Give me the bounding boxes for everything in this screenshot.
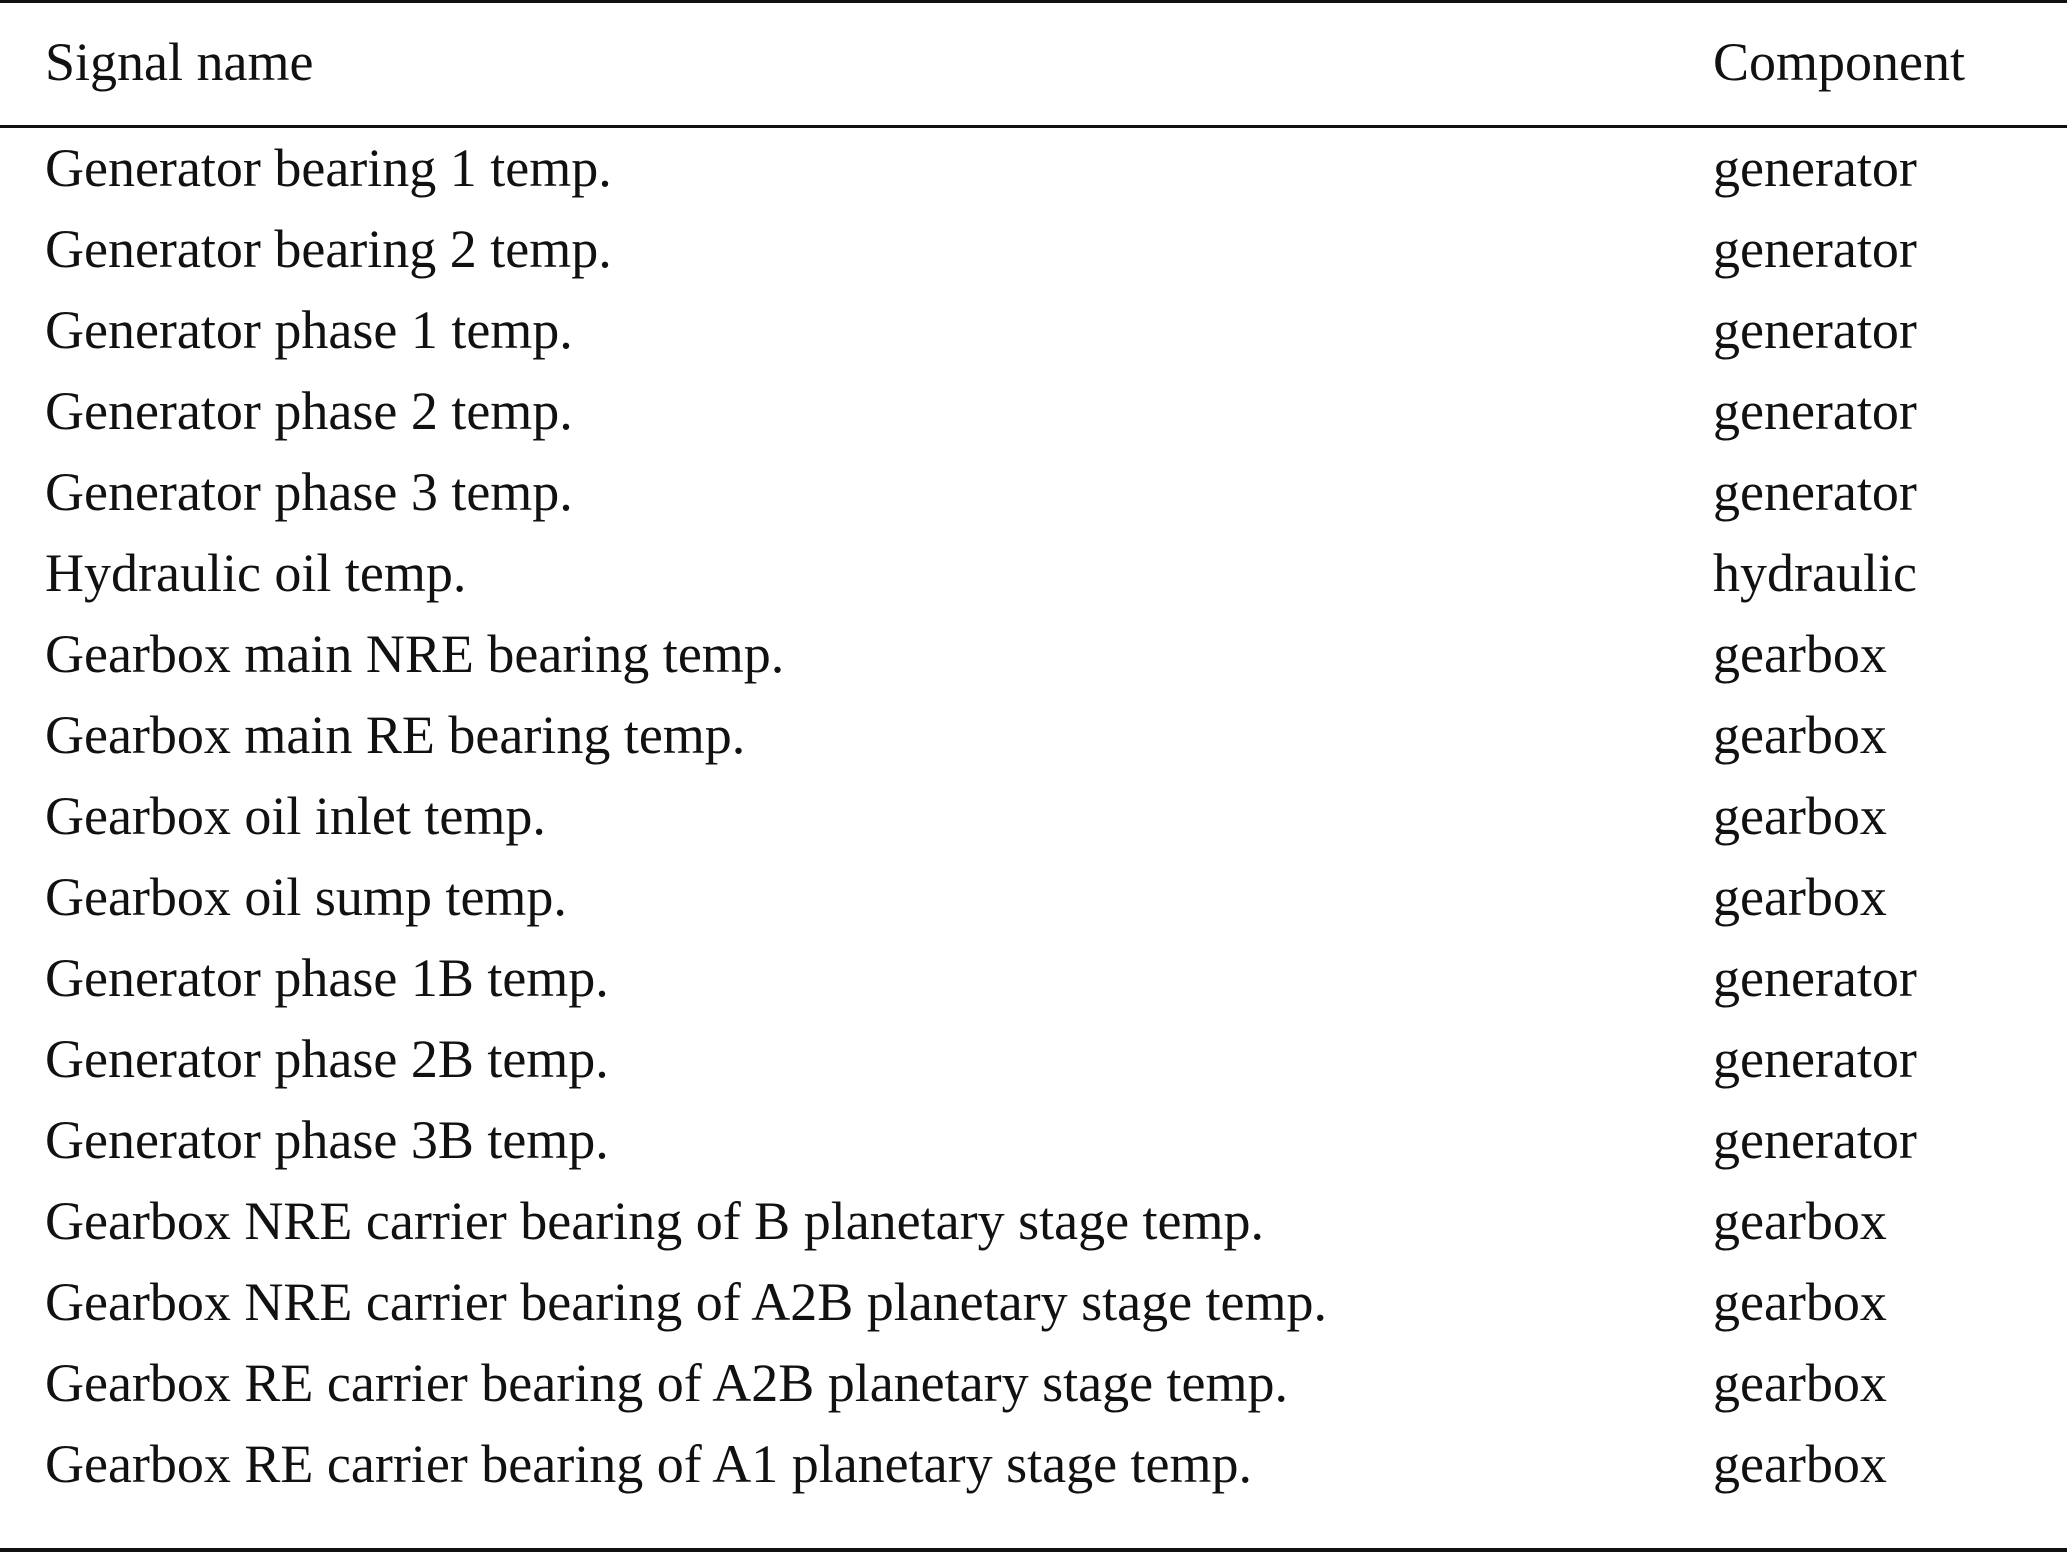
component-cell: gearbox xyxy=(1713,624,1887,684)
table-row xyxy=(0,1343,2067,1424)
signal-name-cell: Generator phase 2 temp. xyxy=(45,381,573,441)
signal-name-cell: Gearbox NRE carrier bearing of B planetary stage temp. xyxy=(45,1191,1265,1251)
component-cell: generator xyxy=(1713,381,1917,441)
component-cell: generator xyxy=(1713,300,1917,360)
component-cell: generator xyxy=(1713,138,1917,198)
table-row xyxy=(0,857,2067,938)
table-body xyxy=(0,125,2067,1505)
component-cell: gearbox xyxy=(1713,1434,1887,1494)
component-cell: generator xyxy=(1713,462,1917,522)
signal-name-cell: Gearbox RE carrier bearing of A1 planetary stage temp. xyxy=(45,1434,1253,1494)
table-row xyxy=(0,1019,2067,1100)
table-row xyxy=(0,371,2067,452)
component-cell: generator xyxy=(1713,948,1917,1008)
component-cell: gearbox xyxy=(1713,1272,1887,1332)
table-row xyxy=(0,1262,2067,1343)
table-row xyxy=(0,452,2067,533)
header-row xyxy=(0,0,2067,125)
component-cell: gearbox xyxy=(1713,705,1887,765)
signal-name-cell: Gearbox main NRE bearing temp. xyxy=(45,624,785,684)
signal-name-cell: Generator phase 3B temp. xyxy=(45,1110,609,1170)
header-signal-name: Signal name xyxy=(45,32,314,92)
table-row xyxy=(0,125,2067,209)
table-row xyxy=(0,695,2067,776)
signal-name-cell: Gearbox main RE bearing temp. xyxy=(45,705,746,765)
header-component: Component xyxy=(1713,32,1965,92)
table-row xyxy=(0,614,2067,695)
component-cell: hydraulic xyxy=(1713,543,1917,603)
table-row xyxy=(0,776,2067,857)
component-cell: gearbox xyxy=(1713,1353,1887,1413)
component-cell: gearbox xyxy=(1713,867,1887,927)
component-cell: generator xyxy=(1713,219,1917,279)
signal-name-cell: Generator bearing 2 temp. xyxy=(45,219,612,279)
signal-name-cell: Generator bearing 1 temp. xyxy=(45,138,612,198)
bottom-rule xyxy=(0,1548,2067,1552)
signal-name-cell: Gearbox oil inlet temp. xyxy=(45,786,546,846)
signal-name-cell: Generator phase 1B temp. xyxy=(45,948,609,1008)
signal-name-cell: Generator phase 2B temp. xyxy=(45,1029,609,1089)
table-row xyxy=(0,938,2067,1019)
signal-name-cell: Gearbox NRE carrier bearing of A2B planetary stage temp. xyxy=(45,1272,1328,1332)
table-row xyxy=(0,1181,2067,1262)
table-row xyxy=(0,1100,2067,1181)
signal-name-cell: Hydraulic oil temp. xyxy=(45,543,467,603)
signal-name-cell: Generator phase 3 temp. xyxy=(45,462,573,522)
signal-name-cell: Gearbox RE carrier bearing of A2B planetary stage temp. xyxy=(45,1353,1289,1413)
component-cell: generator xyxy=(1713,1029,1917,1089)
component-cell: gearbox xyxy=(1713,1191,1887,1251)
signal-name-cell: Generator phase 1 temp. xyxy=(45,300,573,360)
component-cell: gearbox xyxy=(1713,786,1887,846)
signal-name-cell: Gearbox oil sump temp. xyxy=(45,867,567,927)
table-row xyxy=(0,1424,2067,1505)
component-cell: generator xyxy=(1713,1110,1917,1170)
table-row xyxy=(0,533,2067,614)
table-row xyxy=(0,209,2067,290)
table-row xyxy=(0,290,2067,371)
